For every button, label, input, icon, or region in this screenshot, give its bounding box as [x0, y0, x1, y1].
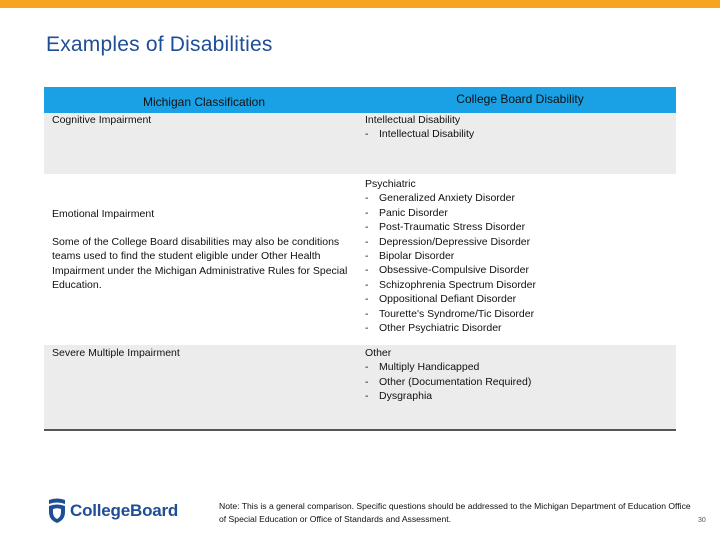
- top-accent-bar: [0, 0, 720, 8]
- header-michigan-classification: Michigan Classification: [142, 95, 266, 109]
- logo-wordmark: CollegeBoard: [70, 501, 179, 520]
- disability-category: Psychiatric: [365, 178, 416, 190]
- header-college-board-disability: College Board Disability: [456, 92, 584, 106]
- college-board-cell: [365, 346, 670, 404]
- list-item: - Intellectual Disability: [365, 127, 670, 141]
- disability-list: [365, 127, 670, 141]
- michigan-classification-cell: Severe Multiple Impairment: [52, 347, 180, 359]
- table-row: [44, 345, 676, 431]
- list-item: - Panic Disorder: [365, 206, 670, 220]
- list-item: - Dysgraphia: [365, 389, 670, 403]
- list-item: - Depression/Depressive Disorder: [365, 235, 670, 249]
- disability-list: [365, 360, 670, 403]
- comparison-table: [44, 87, 676, 431]
- disability-category: Other: [365, 347, 392, 359]
- disability-list: [365, 191, 670, 335]
- college-board-cell: [365, 113, 670, 142]
- college-board-cell: [365, 177, 670, 335]
- michigan-classification-cell: Emotional Impairment: [52, 208, 155, 220]
- table-row: [44, 113, 676, 174]
- list-item: - Bipolar Disorder: [365, 249, 670, 263]
- list-item: - Other (Documentation Required): [365, 375, 670, 389]
- table-row: [44, 174, 676, 345]
- eligibility-note-cell: Some of the College Board disabilities may also be conditions teams used to find the student eligible under Other Health Impairment under the Michigan Administrative Rules for Special Education.: [52, 236, 348, 292]
- footnote: Note: This is a general comparison. Specific questions should be addressed to the Michigan Department of Education Office of Special Education or Office of Standards and Assessment.: [219, 501, 691, 524]
- table-header: [44, 87, 676, 113]
- list-item: - Schizophrenia Spectrum Disorder: [365, 278, 670, 292]
- list-item: - Tourette's Syndrome/Tic Disorder: [365, 307, 670, 321]
- college-board-logo: [46, 498, 178, 524]
- list-item: - Oppositional Defiant Disorder: [365, 292, 670, 306]
- page-number: 30: [698, 517, 706, 524]
- list-item: - Other Psychiatric Disorder: [365, 321, 670, 335]
- list-item: - Generalized Anxiety Disorder: [365, 191, 670, 205]
- acorn-logo-icon: [46, 498, 68, 524]
- page-title: Examples of Disabilities: [46, 33, 273, 56]
- list-item: - Obsessive-Compulsive Disorder: [365, 263, 670, 277]
- list-item: - Post-Traumatic Stress Disorder: [365, 220, 670, 234]
- michigan-classification-cell: Cognitive Impairment: [52, 114, 152, 126]
- list-item: - Multiply Handicapped: [365, 360, 670, 374]
- disability-category: Intellectual Disability: [365, 114, 461, 126]
